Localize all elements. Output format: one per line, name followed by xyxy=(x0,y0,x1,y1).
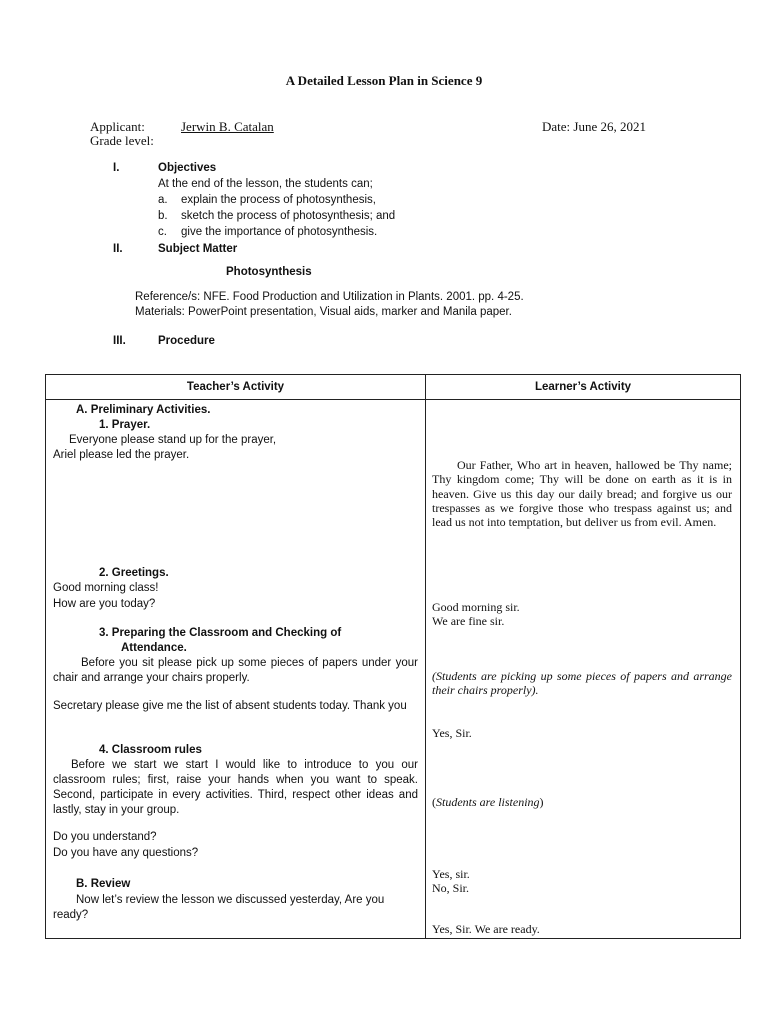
objectives-intro: At the end of the lesson, the students can; xyxy=(158,178,373,190)
objective-text-b: sketch the process of photosynthesis; and xyxy=(181,210,396,222)
teacher-activity-cell xyxy=(46,400,426,939)
greetings-line-1: Good morning class! xyxy=(53,582,159,594)
subject-numeral: II. xyxy=(113,243,123,255)
review-heading: B. Review xyxy=(76,878,131,890)
objective-marker-a: a. xyxy=(158,194,168,206)
greetings-heading: 2. Greetings. xyxy=(99,567,169,579)
subject-topic: Photosynthesis xyxy=(226,266,312,278)
learner-activity-cell xyxy=(426,400,741,939)
subject-heading: Subject Matter xyxy=(158,243,238,255)
preliminary-activities-heading: A. Preliminary Activities. xyxy=(76,404,211,416)
learner-greeting-2: We are fine sir. xyxy=(432,614,505,628)
prayer-instruction-2: Ariel please led the prayer. xyxy=(53,449,190,461)
objective-marker-b: b. xyxy=(158,210,168,222)
learner-no-sir: No, Sir. xyxy=(432,881,470,895)
secretary-paragraph: Secretary please give me the list of absent students today. Thank you xyxy=(53,700,407,712)
preparing-heading-1: 3. Preparing the Classroom and Checking of xyxy=(99,627,342,639)
objectives-numeral: I. xyxy=(113,162,120,174)
understand-question: Do you understand? xyxy=(53,831,157,843)
learner-yes-sir: Yes, Sir. xyxy=(432,726,472,740)
applicant-label: Applicant: xyxy=(90,119,145,134)
learner-yes-sir-2: Yes, sir. xyxy=(432,867,470,881)
preparing-heading-2: Attendance. xyxy=(121,642,187,654)
learner-activity-header: Learner’s Activity xyxy=(426,375,741,400)
subject-materials: Materials: PowerPoint presentation, Visual aids, marker and Manila paper. xyxy=(135,306,512,318)
learner-greeting-1: Good morning sir. xyxy=(432,600,520,614)
procedure-numeral: III. xyxy=(113,335,126,347)
objective-marker-c: c. xyxy=(158,226,167,238)
prayer-heading: 1. Prayer. xyxy=(99,419,151,431)
learner-listening-open: ( xyxy=(432,795,436,809)
learner-picking-papers: (Students are picking up some pieces of papers and arrange their chairs properly). xyxy=(432,669,732,698)
review-paragraph: Now let’s review the lesson we discussed yesterday, Are you ready? xyxy=(53,894,385,921)
document-title: A Detailed Lesson Plan in Science 9 xyxy=(285,73,483,88)
procedure-table xyxy=(45,374,741,939)
applicant-name: Jerwin B. Catalan xyxy=(181,119,274,134)
teacher-activity-header: Teacher’s Activity xyxy=(46,375,426,400)
lesson-date: Date: June 26, 2021 xyxy=(542,119,646,134)
classroom-rules-heading: 4. Classroom rules xyxy=(99,744,202,756)
preparing-paragraph: Before you sit please pick up some pieces of papers under your chair and arrange your chairs properly. xyxy=(53,657,418,684)
objectives-heading: Objectives xyxy=(158,162,217,174)
procedure-heading: Procedure xyxy=(158,335,215,347)
objective-text-a: explain the process of photosynthesis, xyxy=(181,194,376,206)
learner-listening xyxy=(432,795,544,809)
greetings-line-2: How are you today? xyxy=(53,598,156,610)
learner-listening-text: Students are listening xyxy=(436,795,540,809)
learner-prayer-text: Our Father, Who art in heaven, hallowed be Thy name; Thy kingdom come; Thy will be done on earth as it is in heaven. Give us this day our daily bread; and forgive us our trespasses as we forgive those who trespass against us; and lead us not into temptation, but deliver us from evil. Amen. xyxy=(432,458,732,530)
subject-reference: Reference/s: NFE. Food Production and Utilization in Plants. 2001. pp. 4-25. xyxy=(135,291,524,303)
objective-text-c: give the importance of photosynthesis. xyxy=(181,226,378,238)
learner-listening-close: ) xyxy=(539,795,544,809)
learner-ready: Yes, Sir. We are ready. xyxy=(432,922,540,936)
prayer-instruction-1: Everyone please stand up for the prayer, xyxy=(69,434,277,446)
classroom-rules-paragraph: Before we start we start I would like to introduce to you our classroom rules; first, raise your hands when you want to speak. Second, participate in every activities. Third, respect other ideas and lastly, stay in your group. xyxy=(53,759,418,816)
any-questions: Do you have any questions? xyxy=(53,847,199,859)
grade-level-label: Grade level: xyxy=(90,133,154,148)
